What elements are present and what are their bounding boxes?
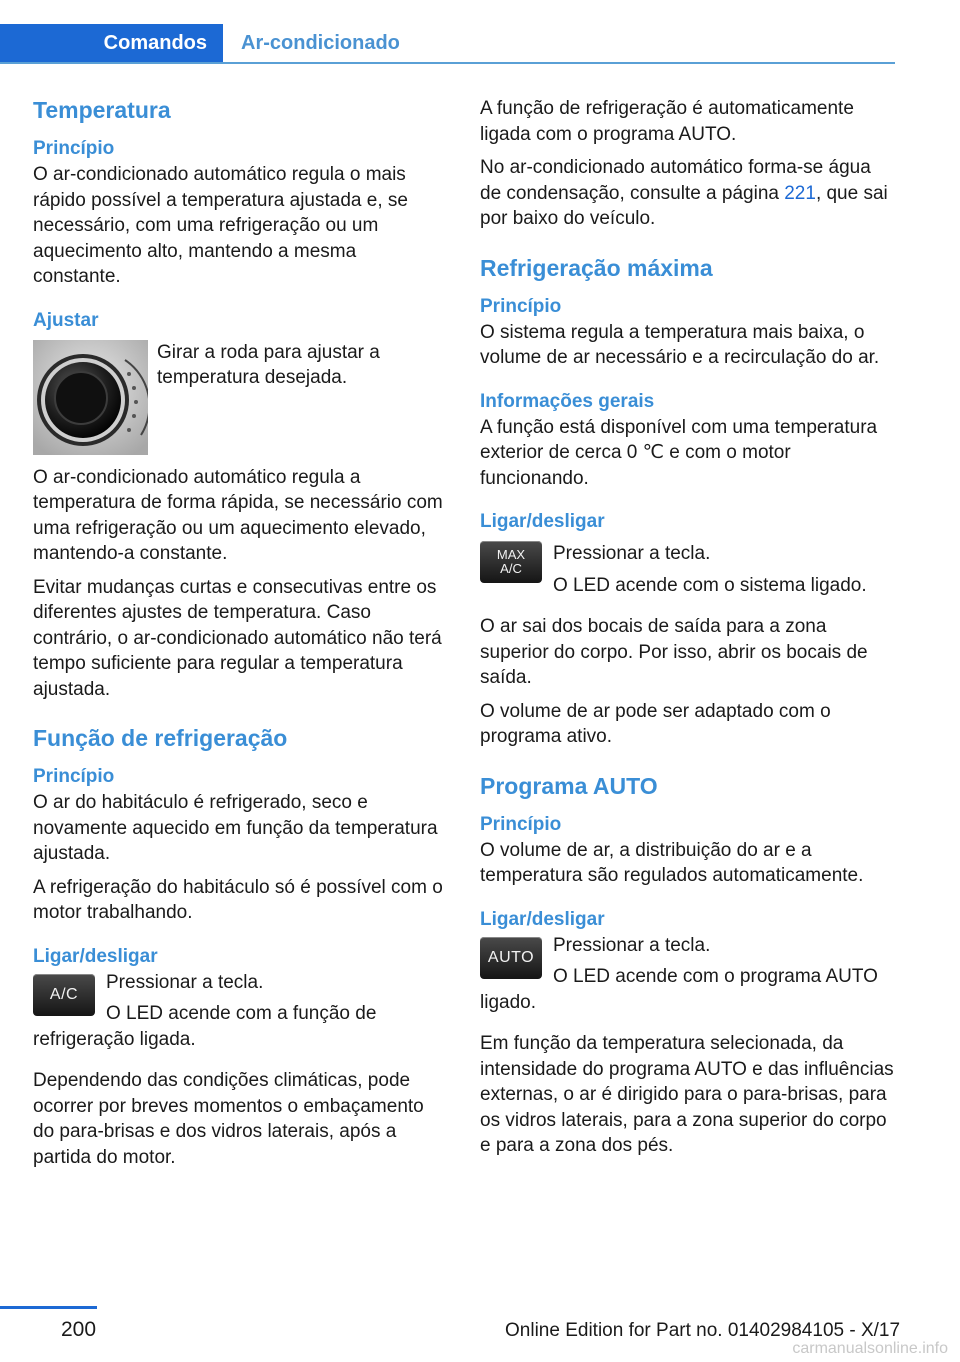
adjust-figure: [33, 340, 447, 455]
condensation-text: No ar-condicionado automático forma-se água de condensação, consulte a página 221, que sai por baixo do veículo.: [480, 157, 888, 229]
auto-cooling-text: A função de refrigeração é automaticamente ligada com o programa AUTO.: [480, 98, 854, 145]
auto-onoff-block: [480, 933, 896, 1022]
auto-principle-heading: Princípio: [480, 813, 562, 835]
cooling-led-text: O LED acende com a função de refrigeração ligada.: [33, 1003, 377, 1050]
cooling-text-3: Dependendo das condições climáticas, pode ocorrer por breves momentos o embaçamento do para-brisas e dos vidros laterais, após a partida do motor.: [33, 1070, 424, 1168]
temperature-title: Temperatura: [33, 97, 171, 123]
max-onoff-block: [480, 541, 896, 604]
temperature-principle-heading: Princípio: [33, 138, 115, 159]
edition-note: Online Edition for Part no. 01402984105 - X/17: [505, 1320, 901, 1341]
cooling-text-2: A refrigeração do habitáculo só é possível com o motor trabalhando.: [33, 876, 443, 923]
cooling-onoff-block: [33, 970, 447, 1059]
max-led-text: O LED acende com o sistema ligado.: [553, 574, 867, 596]
temperature-knob-icon: [33, 340, 148, 455]
max-onoff-heading: Ligar/desligar: [480, 511, 605, 532]
cooling-title: Função de refrigeração: [33, 725, 288, 751]
auto-principle-text: O volume de ar, a distribuição do ar e a temperatura são regulados automaticamente.: [480, 839, 864, 886]
auto-onoff-heading: Ligar/desligar: [480, 908, 605, 930]
tab-comandos[interactable]: Comandos: [0, 24, 223, 62]
max-ac-button-icon: [480, 541, 542, 583]
cooling-press-text: Pressionar a tecla.: [106, 971, 264, 993]
auto-program-title: Programa AUTO: [480, 772, 658, 799]
ac-button-icon: [33, 974, 95, 1016]
tab-ar-condicionado[interactable]: Ar-condicionado: [241, 32, 400, 54]
adjust-instruction: Girar a roda para ajustar a temperatura desejada.: [157, 341, 380, 388]
ac-button-label: A/C: [49, 985, 79, 1003]
page-number: 200: [61, 1318, 97, 1341]
max-cooling-title: Refrigeração máxima: [480, 254, 713, 281]
temperature-principle-text: O ar-condicionado automático regula o mais rápido possível a temperatura ajustada e, se necessário, com uma refrigeração ou um aquecimento alto, mantendo a mesma constante.: [33, 164, 408, 287]
max-text-1: O ar sai dos bocais de saída para a zona superior do corpo. Por isso, abrir os bocais de saída.: [480, 616, 868, 688]
auto-button-icon: [480, 937, 542, 979]
max-info-heading: Informações gerais: [480, 390, 655, 412]
auto-button-label: AUTO: [487, 948, 535, 966]
cooling-principle-heading: Princípio: [33, 766, 115, 787]
adjust-text-2: Evitar mudanças curtas e consecutivas entre os diferentes ajustes de temperatura. Caso contrário, o ar-condicionado automático não terá tempo suficiente para regular a temperatura ajustada.: [33, 576, 442, 700]
adjust-text-1: O ar-condicionado automático regula a temperatura de forma rápida, se necessário com uma refrigeração ou um aquecimento elevado, mantendo-a constante.: [33, 466, 443, 564]
footer-accent-line: [0, 1306, 97, 1309]
max-press-text: Pressionar a tecla.: [553, 543, 711, 564]
right-column: [480, 96, 896, 1167]
adjust-heading: Ajustar: [33, 309, 99, 331]
max-principle-text: O sistema regula a temperatura mais baixa, o volume de ar necessário e a recirculação do ar.: [480, 321, 880, 368]
max-info-text: A função está disponível com uma temperatura exterior de cerca 0 ℃ e com o motor funcionando.: [480, 416, 878, 489]
auto-text-1: Em função da temperatura selecionada, da intensidade do programa AUTO e das influências externas, o ar é dirigido para o para-brisas, para os vidros laterais, para a zona superior do corpo e para a zona dos pés.: [480, 1033, 894, 1156]
page-reference-link[interactable]: 221: [784, 182, 816, 204]
cooling-onoff-heading: Ligar/desligar: [33, 945, 158, 967]
header-bar: [0, 24, 895, 64]
max-text-2: O volume de ar pode ser adaptado com o programa ativo.: [480, 700, 831, 747]
max-button-line2: A/C: [500, 561, 522, 576]
auto-led-text: O LED acende com o programa AUTO ligado.: [480, 966, 878, 1013]
watermark: carmanualsonline.info: [792, 1340, 948, 1357]
max-button-line1: MAX: [496, 547, 526, 562]
auto-press-text: Pressionar a tecla.: [553, 934, 711, 956]
cooling-text-1: O ar do habitáculo é refrigerado, seco e novamente aquecido em função da temperatura ajustada.: [33, 792, 438, 864]
left-column: [33, 96, 447, 1178]
max-principle-heading: Princípio: [480, 295, 562, 317]
